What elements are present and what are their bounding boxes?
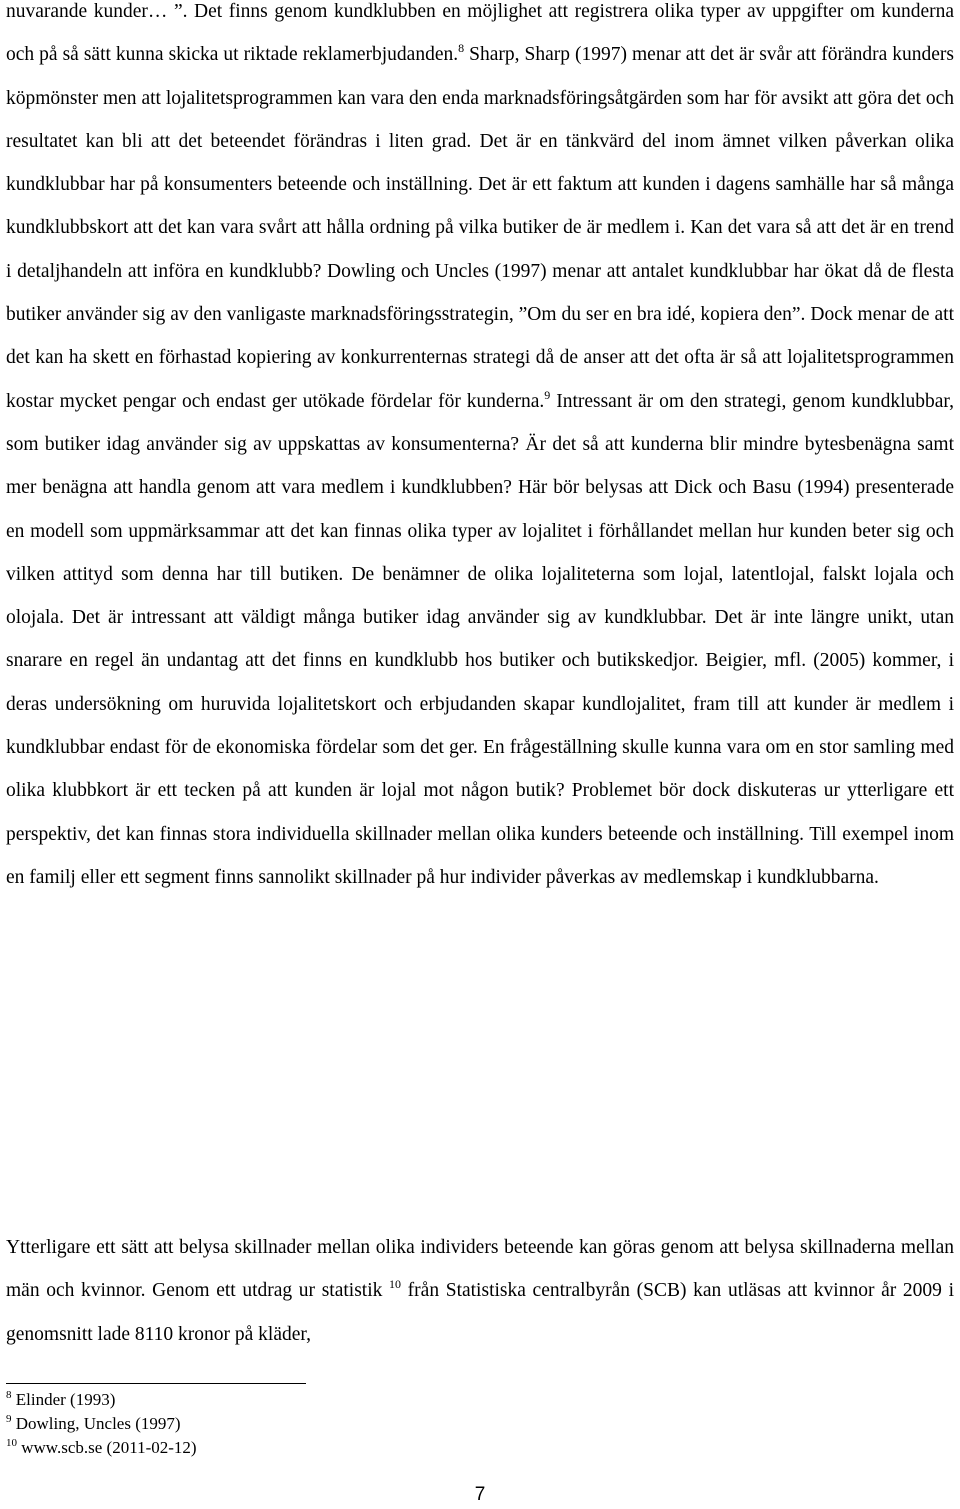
text-segment: nuvarande kunder… ”. Det finns genom kundklubben en möjlighet att registrera olika typer av uppgifter om kunderna och på så sätt kunna skicka ut riktade reklamerbjudanden. xyxy=(6,1,954,66)
footnote-text: Dowling, Uncles (1997) xyxy=(15,1414,181,1433)
footnote-ref-10: 10 xyxy=(389,1277,402,1292)
paragraph-1 xyxy=(6,0,954,899)
text-segment: Ytterligare ett sätt att belysa skillnader mellan olika individers beteende kan göras genom att belysa skillnaderna mellan män och kvinnor. Genom ett utdrag ur statistik xyxy=(6,1237,954,1302)
footnote-list xyxy=(6,1388,197,1460)
paragraph-2 xyxy=(6,1226,954,1356)
footnote-item xyxy=(6,1412,197,1436)
text-segment: från Statistiska centralbyrån (SCB) kan utläsas att kvinnor år 2009 i genomsnitt lade 8110 kronor på kläder, xyxy=(6,1280,954,1345)
footnote-item xyxy=(6,1436,197,1460)
footnote-number: 8 xyxy=(6,1389,12,1401)
footnote-ref-8: 8 xyxy=(458,41,465,56)
footnote-number: 9 xyxy=(6,1413,12,1425)
footnote-ref-9: 9 xyxy=(544,387,551,402)
page-number: 7 xyxy=(474,1484,486,1505)
footnote-text: www.scb.se (2011-02-12) xyxy=(21,1438,197,1457)
footnote-item xyxy=(6,1388,197,1412)
text-segment: Sharp, Sharp (1997) menar att det är svår att förändra kunders köpmönster men att lojalitetsprogrammen kan vara den enda marknadsföringsåtgärden som har för avsikt att göra det och resultatet kan bli att det beteendet förändras i liten grad. Det är en tänkvärd del inom ämnet vilken påverkan olika kundklubbar har på konsumenters beteende och inställning. Det är ett faktum att kunden i dagens samhälle har så många kundklubbskort att det kan vara svårt att hålla ordning på vilka butiker de är medlem i. Kan det vara så att det är en trend i detaljhandeln att införa en kundklubb? Dowling och Uncles (1997) menar att antalet kundklubbar har ökat då de flesta butiker använder sig av den vanligaste marknadsföringsstrategin, ”Om du ser en bra idé, kopiera den”. Dock menar de att det kan ha skett en förhastad kopiering av konkurrenternas strategi då de anser att det ofta är så att lojalitetsprogrammen kostar mycket pengar och endast ger utökade fördelar för kunderna. xyxy=(6,44,954,412)
footnote-divider xyxy=(6,1383,306,1384)
footnote-text: Elinder (1993) xyxy=(15,1390,116,1409)
text-segment: Intressant är om den strategi, genom kundklubbar, som butiker idag använder sig av uppskattas av konsumenterna? Är det så att kunderna blir mindre bytesbenägna samt mer benägna att handla genom att vara medlem i kundklubben? Här bör belysas att Dick och Basu (1994) presenterade en modell som uppmärksammar att det kan finnas olika typer av lojalitet i förhållandet mellan hur kunden beter sig och vilken attityd som denna har till butiken. De benämner de olika lojaliteterna som lojal, latentlojal, falskt lojala och olojala. Det är intressant att väldigt många butiker idag använder sig av kundklubbar. Det är inte längre unikt, utan snarare en regel än undantag att det finns en kundklubb hos butiker och butikskedjor. Beigier, mfl. (2005) kommer, i deras undersökning om huruvida lojalitetskort och erbjudanden skapar kundlojalitet, fram till att kunder är medlem i kundklubbar endast för de ekonomiska fördelar som det ger. En frågeställning skulle kunna vara om en stor samling med olika klubbkort är ett tecken på att kunden är lojal mot någon butik? Problemet bör dock diskuteras ur ytterligare ett perspektiv, det kan finnas stora individuella skillnader mellan olika kunders beteende och inställning. Till exempel inom en familj eller ett segment finns sannolikt skillnader på hur individer påverkas av medlemskap i kundklubbarna. xyxy=(6,390,954,888)
footnote-number: 10 xyxy=(6,1437,17,1449)
